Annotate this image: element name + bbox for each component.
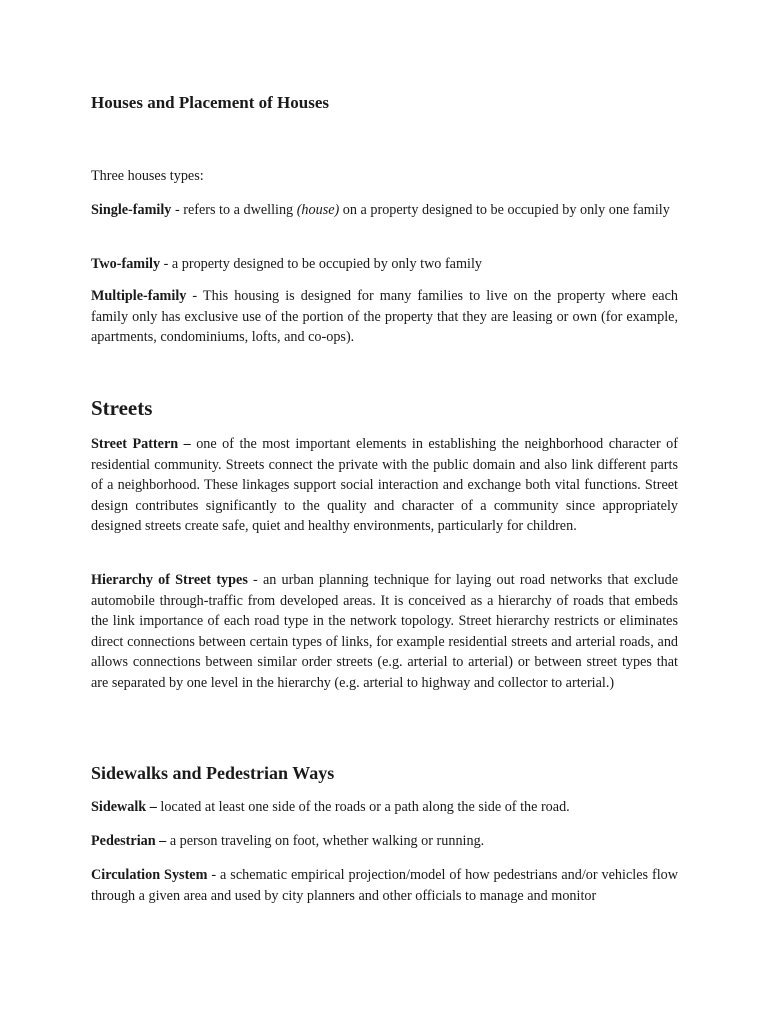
definition-street-hierarchy	[91, 570, 678, 693]
term-street-hierarchy: Hierarchy of Street types	[91, 572, 248, 588]
term-multiple-family: Multiple-family	[91, 288, 187, 304]
definition-single-family	[91, 200, 678, 221]
definition-text: on a property designed to be occupied by only one family	[339, 202, 670, 218]
term-sidewalk: Sidewalk –	[91, 799, 157, 815]
term-single-family: Single-family	[91, 202, 172, 218]
houses-intro: Three houses types:	[91, 168, 204, 184]
heading-streets: Streets	[91, 396, 153, 420]
definition-sidewalk	[91, 797, 678, 818]
definition-text: a person traveling on foot, whether walking or running.	[166, 833, 485, 849]
term-two-family: Two-family	[91, 256, 161, 272]
definition-multiple-family	[91, 286, 678, 348]
definition-pedestrian	[91, 831, 678, 852]
definition-text: located at least one side of the roads or a path along the side of the road.	[156, 799, 570, 815]
definition-text: - a property designed to be occupied by only two family	[160, 256, 482, 272]
definition-text: one of the most important elements in establishing the neighborhood character of residential community. Streets connect the private with the public domain and also link different parts of a neighborhood. These linkages support social interaction and exchange both vital functions. Street design contributes significantly to the quality and character of a community since appropriately designed streets create safe, quiet and healthy environments, particularly for children.	[91, 436, 678, 534]
definition-sep: - refers to a dwelling	[171, 202, 297, 218]
definition-emphasis: (house)	[296, 202, 340, 218]
definition-circulation-system	[91, 865, 678, 906]
heading-sidewalks: Sidewalks and Pedestrian Ways	[91, 763, 335, 783]
term-street-pattern: Street Pattern –	[91, 436, 191, 452]
term-circulation-system: Circulation System	[91, 867, 208, 883]
definition-two-family	[91, 254, 678, 275]
definition-text: - This housing is designed for many families to live on the property where each family only has exclusive use of the portion of the property that they are leasing or own (for example, apartments, condominiums, lofts, and co-ops).	[91, 288, 678, 345]
definition-text: - an urban planning technique for laying out road networks that exclude automobile through-traffic from developed areas. It is conceived as a hierarchy of roads that embeds the link importance of each road type in the network topology. Street hierarchy restricts or eliminates direct connections between certain types of links, for example residential streets and arterial roads, and allows connections between similar order streets (e.g. arterial to arterial) or between street types that are separated by one level in the hierarchy (e.g. arterial to highway and collector to arterial.)	[91, 572, 678, 691]
definition-text: - a schematic empirical projection/model of how pedestrians and/or vehicles flow through a given area and used by city planners and other officials to manage and monitor	[91, 867, 678, 904]
term-pedestrian: Pedestrian –	[91, 833, 167, 849]
definition-street-pattern	[91, 434, 678, 537]
document-page	[91, 0, 678, 1024]
heading-houses: Houses and Placement of Houses	[91, 93, 329, 112]
